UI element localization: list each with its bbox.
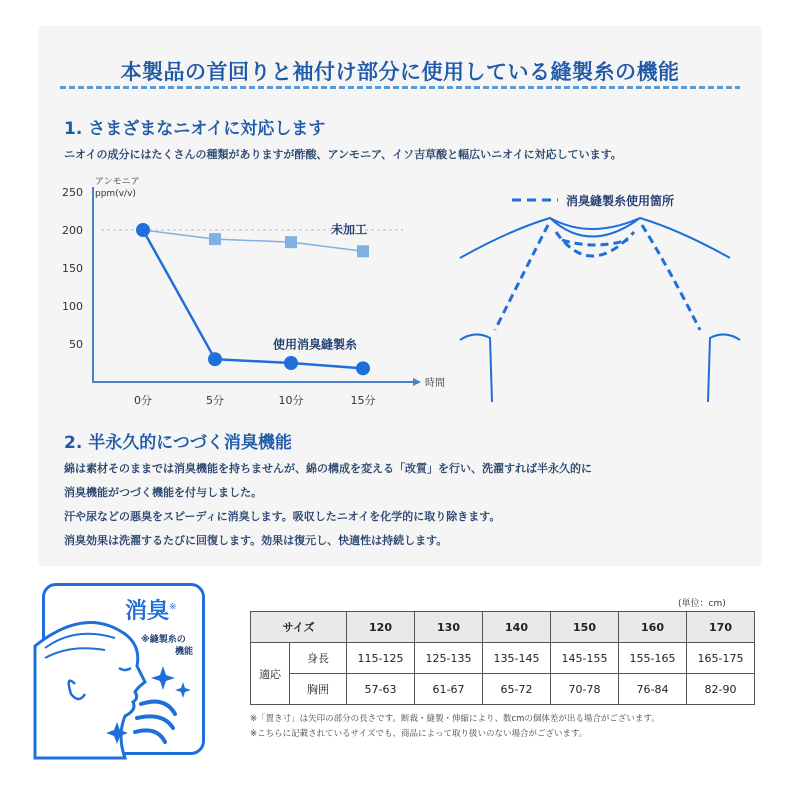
ammonia-chart [38, 170, 445, 415]
group-label: 適応 [251, 643, 290, 705]
table-cell: 145-155 [551, 643, 619, 674]
series-point-square [285, 236, 297, 248]
badge-title-mark: ※ [169, 602, 177, 613]
section2-line-1: 綿は素材そのままでは消臭機能を持ちませんが、綿の構成を変える「改質」を行い、洗濯すれば半永久的に [64, 462, 592, 475]
series-point-circle [208, 352, 222, 366]
table-cell: 155-165 [619, 643, 687, 674]
y-axis-label: ppm(v/v) [95, 189, 136, 199]
y-tick-label: 100 [62, 300, 83, 313]
size-col-150: 150 [551, 612, 619, 643]
shirt-right-sleeve [708, 334, 740, 402]
x-tick-label: 10分 [278, 394, 304, 407]
section2-line-4: 消臭効果は洗濯するたびに回復します。効果は復元し、快適性は持続します。 [64, 534, 448, 547]
size-col-130: 130 [415, 612, 483, 643]
table-row [251, 643, 755, 674]
series-label-1: 未加工 [330, 222, 368, 237]
table-cell: 76-84 [619, 674, 687, 705]
legend-label: 消臭縫製糸使用箇所 [566, 194, 675, 208]
sparkle-icon-2 [175, 682, 191, 698]
section2-line-3: 汗や尿などの悪臭をスピーディに消臭します。吸収したニオイを化学的に取り除きます。 [64, 510, 501, 523]
badge-title [125, 594, 177, 625]
table-cell: 82-90 [687, 674, 755, 705]
footnote-2: ※こちらに記載されているサイズでも、商品によって取り扱いのない場合がございます。 [250, 729, 588, 739]
series-point-circle [284, 356, 298, 370]
size-col-140: 140 [483, 612, 551, 643]
air-wave-3 [135, 730, 165, 742]
section2-title: 2. 半永久的につづく消臭機能 [64, 433, 292, 453]
y-tick-label: 250 [62, 186, 83, 199]
section1-title: 1. さまざまなニオイに対応します [64, 119, 326, 139]
row-label-height: 身長 [290, 643, 347, 674]
x-tick-label: 0分 [134, 394, 152, 407]
size-col-160: 160 [619, 612, 687, 643]
y-tick-label: 200 [62, 224, 83, 237]
series-point-square [357, 245, 369, 257]
table-cell: 61-67 [415, 674, 483, 705]
table-row [251, 674, 755, 705]
air-wave-2 [137, 716, 173, 728]
air-wave-1 [141, 702, 175, 714]
series-point-square [209, 233, 221, 245]
footnote-1: ※「置き寸」は矢印の部分の長さです。断裁・縫製・伸縮により、数cmの個体差が出る場合がございます。 [250, 714, 660, 724]
badge-sub-2: 機能 [175, 647, 194, 657]
deodorant-badge [42, 583, 205, 755]
table-cell: 65-72 [483, 674, 551, 705]
size-col-170: 170 [687, 612, 755, 643]
size-header-row [251, 612, 755, 643]
y-axis-label: アンモニア [95, 177, 140, 187]
x-axis-label: 時間 [425, 378, 445, 389]
y-tick-label: 150 [62, 262, 83, 275]
headline: 本製品の首回りと袖付け部分に使用している縫製糸の機能 [120, 60, 680, 84]
size-header-label: サイズ [251, 612, 347, 643]
y-tick-label: 50 [69, 338, 83, 351]
x-axis-arrow [413, 378, 421, 386]
x-tick-label: 5分 [206, 394, 224, 407]
right-armhole-stitch [642, 225, 700, 330]
row-label-chest: 胸囲 [290, 674, 347, 705]
badge-sub-1: ※縫製糸の [141, 635, 186, 645]
table-cell: 115-125 [347, 643, 415, 674]
headline-underline [60, 86, 740, 89]
section2-line-2: 消臭機能がつづく機能を付与しました。 [64, 486, 262, 499]
series-point-circle [136, 223, 150, 237]
size-table [250, 611, 755, 705]
x-tick-label: 15分 [350, 394, 376, 407]
series-label-2: 使用消臭縫製糸 [272, 337, 358, 352]
sparkle-icon-1 [151, 666, 175, 690]
series-point-circle [356, 361, 370, 375]
size-col-120: 120 [347, 612, 415, 643]
left-armhole-stitch [495, 225, 548, 330]
shirt-outline [460, 218, 730, 258]
chart-axes [93, 187, 413, 382]
badge-title-text: 消臭 [125, 599, 170, 624]
shirt-diagram [450, 180, 750, 410]
table-cell: 125-135 [415, 643, 483, 674]
table-cell: 165-175 [687, 643, 755, 674]
shirt-left-sleeve [460, 334, 492, 402]
table-cell: 70-78 [551, 674, 619, 705]
unit-label: (単位：cm) [678, 599, 726, 609]
table-cell: 135-145 [483, 643, 551, 674]
section1-text: ニオイの成分にはたくさんの種類がありますが酢酸、アンモニア、イソ吉草酸と幅広いニオイに対応しています。 [64, 148, 622, 161]
collar-stitch-inner [562, 240, 628, 245]
table-cell: 57-63 [347, 674, 415, 705]
